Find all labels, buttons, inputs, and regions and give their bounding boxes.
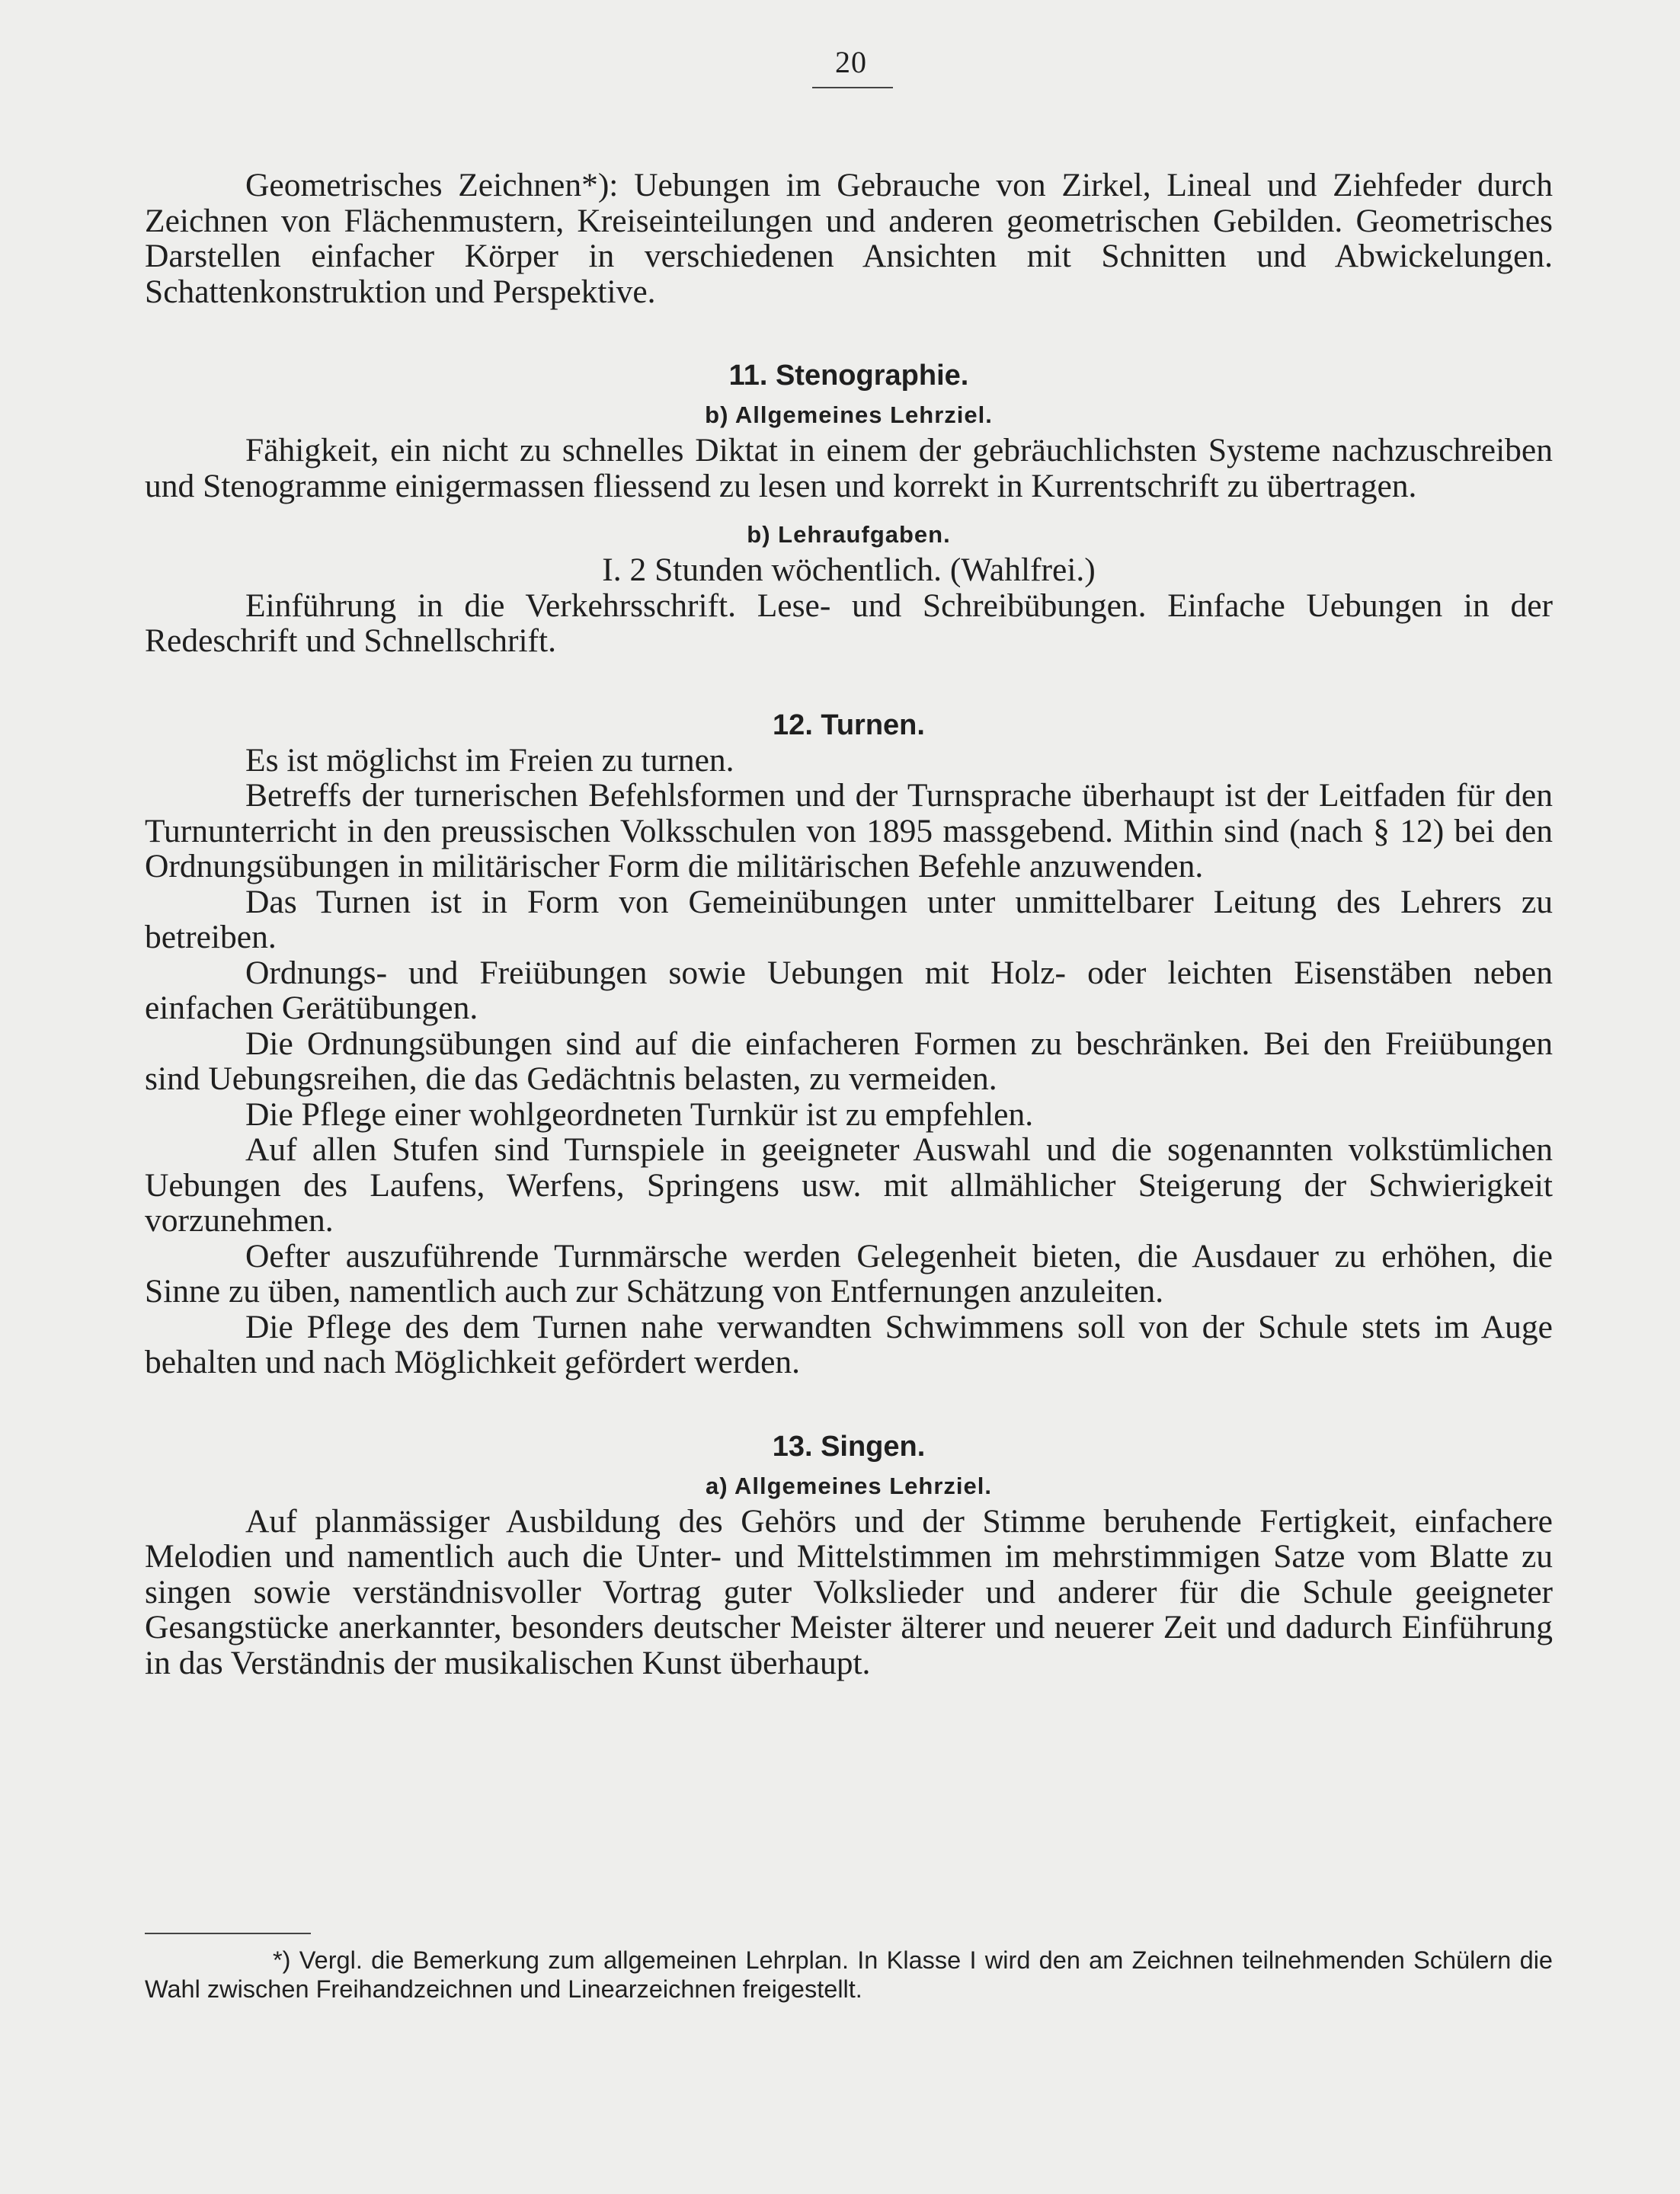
subheading-lehrziel-singen: a) Allgemeines Lehrziel. — [705, 1472, 993, 1499]
footnote — [145, 1946, 1553, 2004]
turnen-paragraph: Die Pflege des dem Turnen nahe verwandten Schwimmens soll von der Schule stets im Auge behalten und nach Möglichkeit gefördert werden. — [145, 1308, 1553, 1380]
subheading-lehraufgaben: b) Lehraufgaben. — [747, 521, 951, 548]
geometric-drawing-paragraph: Geometrisches Zeichnen*): Uebungen im Gebrauche von Zirkel, Lineal und Ziehfeder durch Zeichnen von Flächenmustern, Kreiseinteilungen und anderen geometrischen Gebilden. Geometrisches Darstellen einfacher Körper in verschiedenen Ansichten mit Schnitten und Abwickelungen. Schattenkonstruktion und Perspektive. — [145, 167, 1553, 310]
turnen-paragraph: Es ist möglichst im Freien zu turnen. — [245, 741, 734, 779]
class-schedule-line: I. 2 Stunden wöchentlich. (Wahlfrei.) — [602, 552, 1096, 588]
turnen-paragraph: Oefter auszuführende Turnmärsche werden Gelegenheit bieten, die Ausdauer zu erhöhen, die Sinne zu üben, namentlich auch zur Schätzung von Entfernungen anzuleiten. — [145, 1237, 1553, 1310]
footnote-separator — [145, 1933, 311, 1934]
turnen-paragraph: Ordnungs- und Freiübungen sowie Uebungen mit Holz- oder leichten Eisenstäben neben einfachen Gerätübungen. — [145, 954, 1553, 1026]
section-heading-stenographie: 11. Stenographie. — [728, 360, 969, 392]
section-heading-turnen: 12. Turnen. — [773, 708, 925, 741]
page-number-underline — [812, 87, 893, 88]
page-number: 20 — [835, 45, 867, 79]
turnen-paragraph: Die Ordnungsübungen sind auf die einfacheren Formen zu beschränken. Bei den Freiübungen sind Uebungsreihen, die das Gedächtnis belasten, zu vermeiden. — [145, 1025, 1553, 1097]
turnen-paragraph: Betreffs der turnerischen Befehlsformen und der Turnsprache überhaupt ist der Leitfaden für den Turnunterricht in den preussischen Volksschulen von 1895 massgebend. Mithin sind (nach § 12) bei den Ordnungsübungen in militärischer Form die militärischen Befehle anzuwenden. — [145, 777, 1553, 884]
stenographie-lehrziel-text: Fähigkeit, ein nicht zu schnelles Diktat in einem der gebräuchlichsten Systeme nachzuschreiben und Stenogramme einigermassen fliessend zu lesen und korrekt in Kurrentschrift zu übertragen. — [145, 432, 1553, 504]
turnen-paragraph: Die Pflege einer wohlgeordneten Turnkür ist zu empfehlen. — [245, 1095, 1034, 1133]
stenographie-class-text: Einführung in die Verkehrsschrift. Lese- und Schreibübungen. Einfache Uebungen in der Redeschrift und Schnellschrift. — [145, 587, 1553, 659]
footnote-text: *) Vergl. die Bemerkung zum allgemeinen Lehrplan. In Klasse I wird den am Zeichnen teilnehmenden Schülern die Wahl zwischen Freihandzeichnen und Linearzeichnen freigestellt. — [145, 1946, 1553, 2003]
subheading-lehrziel-stenographie: b) Allgemeines Lehrziel. — [705, 401, 993, 428]
section-heading-singen: 13. Singen. — [772, 1430, 926, 1463]
turnen-paragraph: Das Turnen ist in Form von Gemeinübungen unter unmittelbarer Leitung des Lehrers zu betreiben. — [145, 883, 1553, 955]
turnen-paragraph: Auf allen Stufen sind Turnspiele in geeigneter Auswahl und die sogenannten volkstümlichen Uebungen des Laufens, Werfens, Springens usw. mit allmählicher Steigerung der Schwierigkeit vorzunehmen. — [145, 1131, 1553, 1239]
page-body — [145, 168, 1553, 1681]
singen-lehrziel-text: Auf planmässiger Ausbildung des Gehörs und der Stimme beruhende Fertigkeit, einfachere Melodien und namentlich auch die Unter- und Mittelstimmen im mehrstimmigen Satze vom Blatte zu singen sowie verständnisvoller Vortrag guter Volkslieder und anderer für die Schule geeigneter Gesangstücke anerkannter, besonders deutscher Meister älterer und neuerer Zeit und dadurch Einführung in das Verständnis der musikalischen Kunst überhaupt. — [145, 1502, 1553, 1681]
